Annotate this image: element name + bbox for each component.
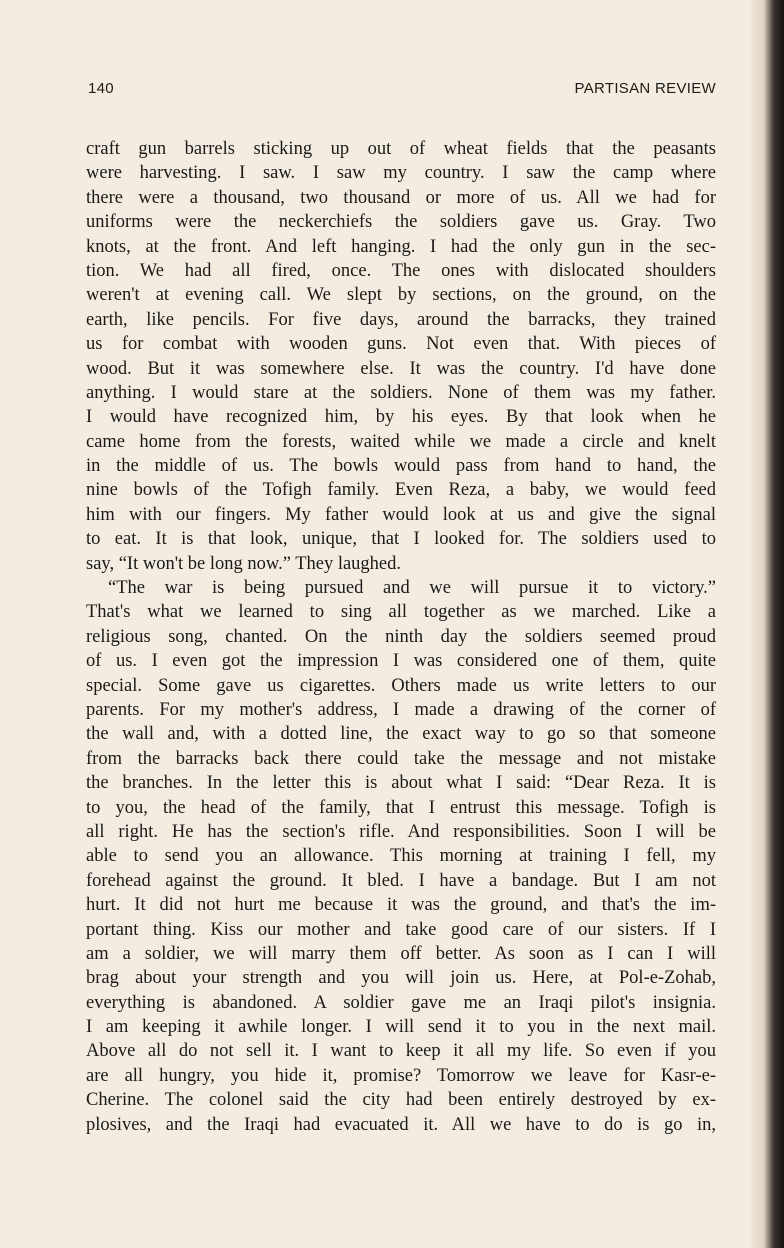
text-line: weren't at evening call. We slept by sections, on the ground, on the bbox=[86, 285, 716, 306]
text-line: wood. But it was somewhere else. It was the country. I'd have done bbox=[86, 358, 716, 379]
text-line: anything. I would stare at the soldiers. None of them was my father. bbox=[86, 382, 716, 403]
text-line: all right. He has the section's rifle. And responsibilities. Soon I will be bbox=[86, 821, 716, 842]
page-number: 140 bbox=[88, 80, 114, 97]
text-line: portant thing. Kiss our mother and take good care of our sisters. If I bbox=[86, 919, 716, 940]
text-line: to eat. It is that look, unique, that I looked for. The soldiers used to bbox=[86, 529, 716, 550]
text-line: special. Some gave us cigarettes. Others made us write letters to our bbox=[86, 675, 716, 696]
text-line: “The war is being pursued and we will pursue it to victory.” bbox=[108, 578, 716, 599]
text-line: forehead against the ground. It bled. I have a bandage. But I am not bbox=[86, 870, 716, 891]
text-line: tion. We had all fired, once. The ones with dislocated shoulders bbox=[86, 260, 716, 281]
text-line: were harvesting. I saw. I saw my country. I saw the camp where bbox=[86, 163, 716, 184]
text-line: am a soldier, we will marry them off better. As soon as I can I will bbox=[86, 943, 716, 964]
text-line: us for combat with wooden guns. Not even that. With pieces of bbox=[86, 334, 716, 355]
text-line: in the middle of us. The bowls would pass from hand to hand, the bbox=[86, 456, 716, 477]
text-line: hurt. It did not hurt me because it was the ground, and that's the im- bbox=[86, 895, 716, 916]
text-line: parents. For my mother's address, I made a drawing of the corner of bbox=[86, 699, 716, 720]
text-line: Above all do not sell it. I want to keep it all my life. So even if you bbox=[86, 1041, 716, 1062]
text-line: able to send you an allowance. This morning at training I fell, my bbox=[86, 846, 716, 867]
text-line: I am keeping it awhile longer. I will send it to you in the next mail. bbox=[86, 1017, 716, 1038]
text-line: the branches. In the letter this is about what I said: “Dear Reza. It is bbox=[86, 773, 716, 794]
text-line: knots, at the front. And left hanging. I had the only gun in the sec- bbox=[86, 236, 716, 257]
text-line: I would have recognized him, by his eyes. By that look when he bbox=[86, 407, 716, 428]
text-line: are all hungry, you hide it, promise? Tomorrow we leave for Kasr-e- bbox=[86, 1065, 716, 1086]
page-header bbox=[88, 80, 716, 102]
text-line: brag about your strength and you will join us. Here, at Pol-e-Zohab, bbox=[86, 968, 716, 989]
text-line: Cherine. The colonel said the city had been entirely destroyed by ex- bbox=[86, 1090, 716, 1111]
body-text bbox=[86, 137, 716, 1137]
text-line: there were a thousand, two thousand or more of us. All we had for bbox=[86, 187, 716, 208]
text-line: uniforms were the neckerchiefs the soldiers gave us. Gray. Two bbox=[86, 212, 716, 233]
text-line: everything is abandoned. A soldier gave me an Iraqi pilot's insignia. bbox=[86, 992, 716, 1013]
text-line: him with our fingers. My father would look at us and give the signal bbox=[86, 504, 716, 525]
text-line: the wall and, with a dotted line, the exact way to go so that someone bbox=[86, 724, 716, 745]
text-line: of us. I even got the impression I was considered one of them, quite bbox=[86, 651, 716, 672]
text-line: came home from the forests, waited while we made a circle and knelt bbox=[86, 431, 716, 452]
text-line: from the barracks back there could take the message and not mistake bbox=[86, 748, 716, 769]
running-head: PARTISAN REVIEW bbox=[574, 80, 716, 97]
text-line: plosives, and the Iraqi had evacuated it. All we have to do is go in, bbox=[86, 1114, 716, 1135]
text-line: religious song, chanted. On the ninth day the soldiers seemed proud bbox=[86, 626, 716, 647]
text-line: That's what we learned to sing all together as we marched. Like a bbox=[86, 602, 716, 623]
text-line: to you, the head of the family, that I entrust this message. Tofigh is bbox=[86, 797, 716, 818]
text-line: nine bowls of the Tofigh family. Even Reza, a baby, we would feed bbox=[86, 480, 716, 501]
page-edge-shadow bbox=[750, 0, 784, 1248]
text-line: earth, like pencils. For five days, around the barracks, they trained bbox=[86, 309, 716, 330]
text-line: craft gun barrels sticking up out of wheat fields that the peasants bbox=[86, 139, 716, 159]
text-line: say, “It won't be long now.” They laughed. bbox=[86, 553, 402, 574]
